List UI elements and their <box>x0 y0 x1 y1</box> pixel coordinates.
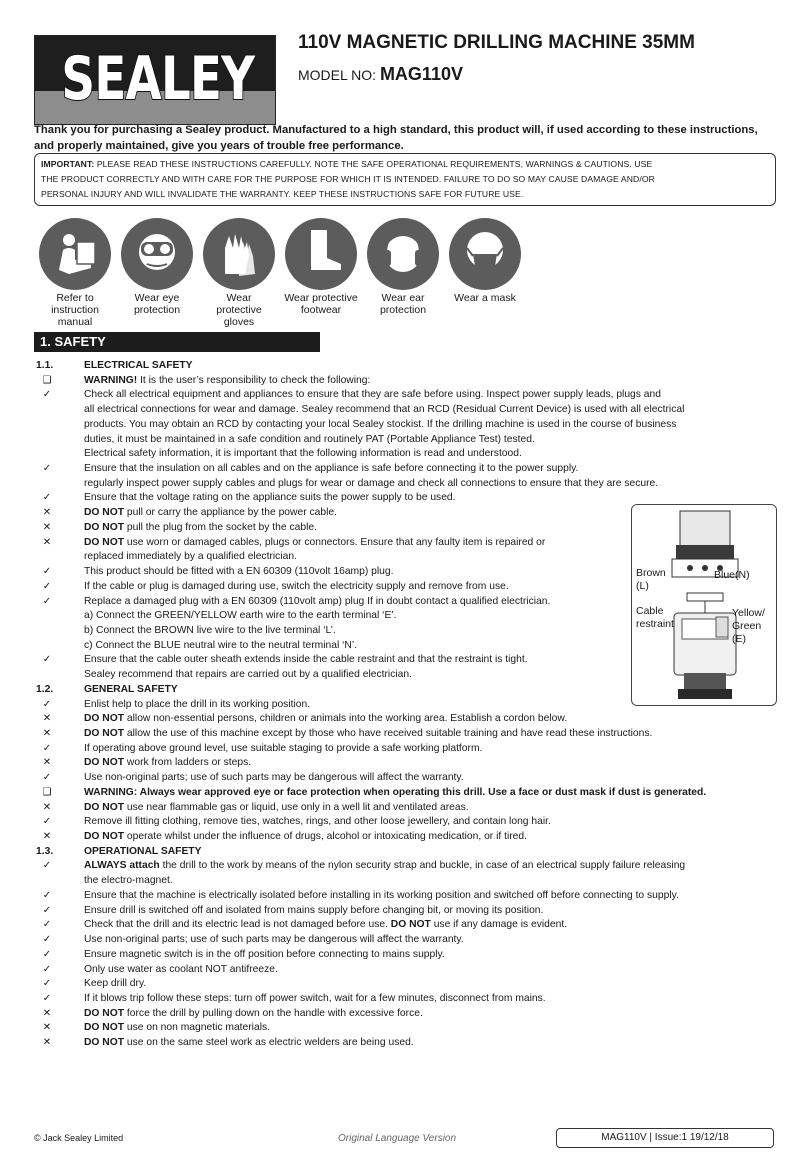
cross-icon: ✕ <box>42 1007 52 1019</box>
cross-icon: ✕ <box>42 536 52 548</box>
cross-icon: ✕ <box>42 1022 52 1034</box>
cross-icon: ✕ <box>42 507 52 519</box>
tick-icon: ✓ <box>42 963 52 975</box>
ppe-label: Refer to instruction manual <box>51 292 99 328</box>
ppe-label: Wear protective gloves <box>216 292 262 328</box>
tick-icon: ✓ <box>42 463 52 475</box>
tick-icon: ✓ <box>42 654 52 666</box>
tick-icon: ✓ <box>42 742 52 754</box>
ppe-label: Wear protective footwear <box>284 292 358 316</box>
cross-icon: ✕ <box>42 521 52 533</box>
issue-box: MAG110V | Issue:1 19/12/18 <box>556 1128 774 1148</box>
cross-icon: ✕ <box>42 728 52 739</box>
cross-icon: ✕ <box>42 1037 52 1049</box>
section-title-safety: 1. SAFETY <box>34 332 320 352</box>
intro-text: Thank you for purchasing a Sealey product. Manufactured to a high standard, this product will, if used according to these instructions, and properly maintained, give you years of trouble free performance. <box>34 124 758 152</box>
tick-icon: ✓ <box>42 978 52 990</box>
mask-icon <box>449 218 521 290</box>
cross-icon: ✕ <box>42 831 52 843</box>
important-notice: IMPORTANT: PLEASE READ THESE INSTRUCTIONS CAREFULLY. NOTE THE SAFE OPERATIONAL REQUIREMENTS, WARNINGS & CAUTIONS. USE THE PRODUCT CORRECTLY AND WITH CARE FOR THE PURPOSE FOR WHICH IT IS INTENDED. FAILURE TO DO SO MAY CAUSE DAMAGE AND/OR PERSONAL INJURY AND WILL INVALIDATE THE WARRANTY. KEEP THESE INSTRUCTIONS SAFE FOR FUTURE USE. <box>34 153 776 206</box>
page-title: 110V MAGNETIC DRILLING MACHINE 35MM <box>298 32 695 53</box>
tick-icon: ✓ <box>42 772 52 784</box>
ppe-label: Wear ear protection <box>379 292 427 316</box>
gloves-icon <box>203 218 275 290</box>
goggles-icon <box>121 218 193 290</box>
language-note: Original Language Version <box>338 1133 457 1144</box>
manual-icon <box>39 218 111 290</box>
tick-icon: ✓ <box>42 492 52 504</box>
tick-icon: ✓ <box>42 934 52 946</box>
tick-icon: ✓ <box>42 889 52 901</box>
tick-icon: ✓ <box>42 595 52 607</box>
tick-icon: ✓ <box>42 698 52 710</box>
checkbox-icon: ❑ <box>42 374 52 386</box>
ppe-label: Wear eye protection <box>133 292 181 316</box>
ppe-label: Wear a mask <box>454 292 516 304</box>
tick-icon: ✓ <box>42 919 52 931</box>
tick-icon: ✓ <box>42 948 52 960</box>
tick-icon: ✓ <box>42 566 52 578</box>
ear-defenders-icon <box>367 218 439 290</box>
tick-icon: ✓ <box>42 860 52 872</box>
cross-icon: ✕ <box>42 801 52 813</box>
copyright: © Jack Sealey Limited <box>34 1133 124 1143</box>
tick-icon: ✓ <box>42 580 52 592</box>
tick-icon: ✓ <box>42 816 52 828</box>
plug-wiring-diagram: Brown (L) Blue(N) Cable restraint Yellow/ Green (E) <box>631 504 777 706</box>
model-number: MODEL NO: MAG110V <box>298 64 463 84</box>
tick-icon: ✓ <box>42 992 52 1004</box>
sealey-logo: SEALEY <box>34 35 276 125</box>
cross-icon: ✕ <box>42 757 52 769</box>
checkbox-icon: ❑ <box>42 786 52 798</box>
boots-icon <box>285 218 357 290</box>
tick-icon: ✓ <box>42 904 52 916</box>
cross-icon: ✕ <box>42 713 52 725</box>
tick-icon: ✓ <box>42 389 52 401</box>
